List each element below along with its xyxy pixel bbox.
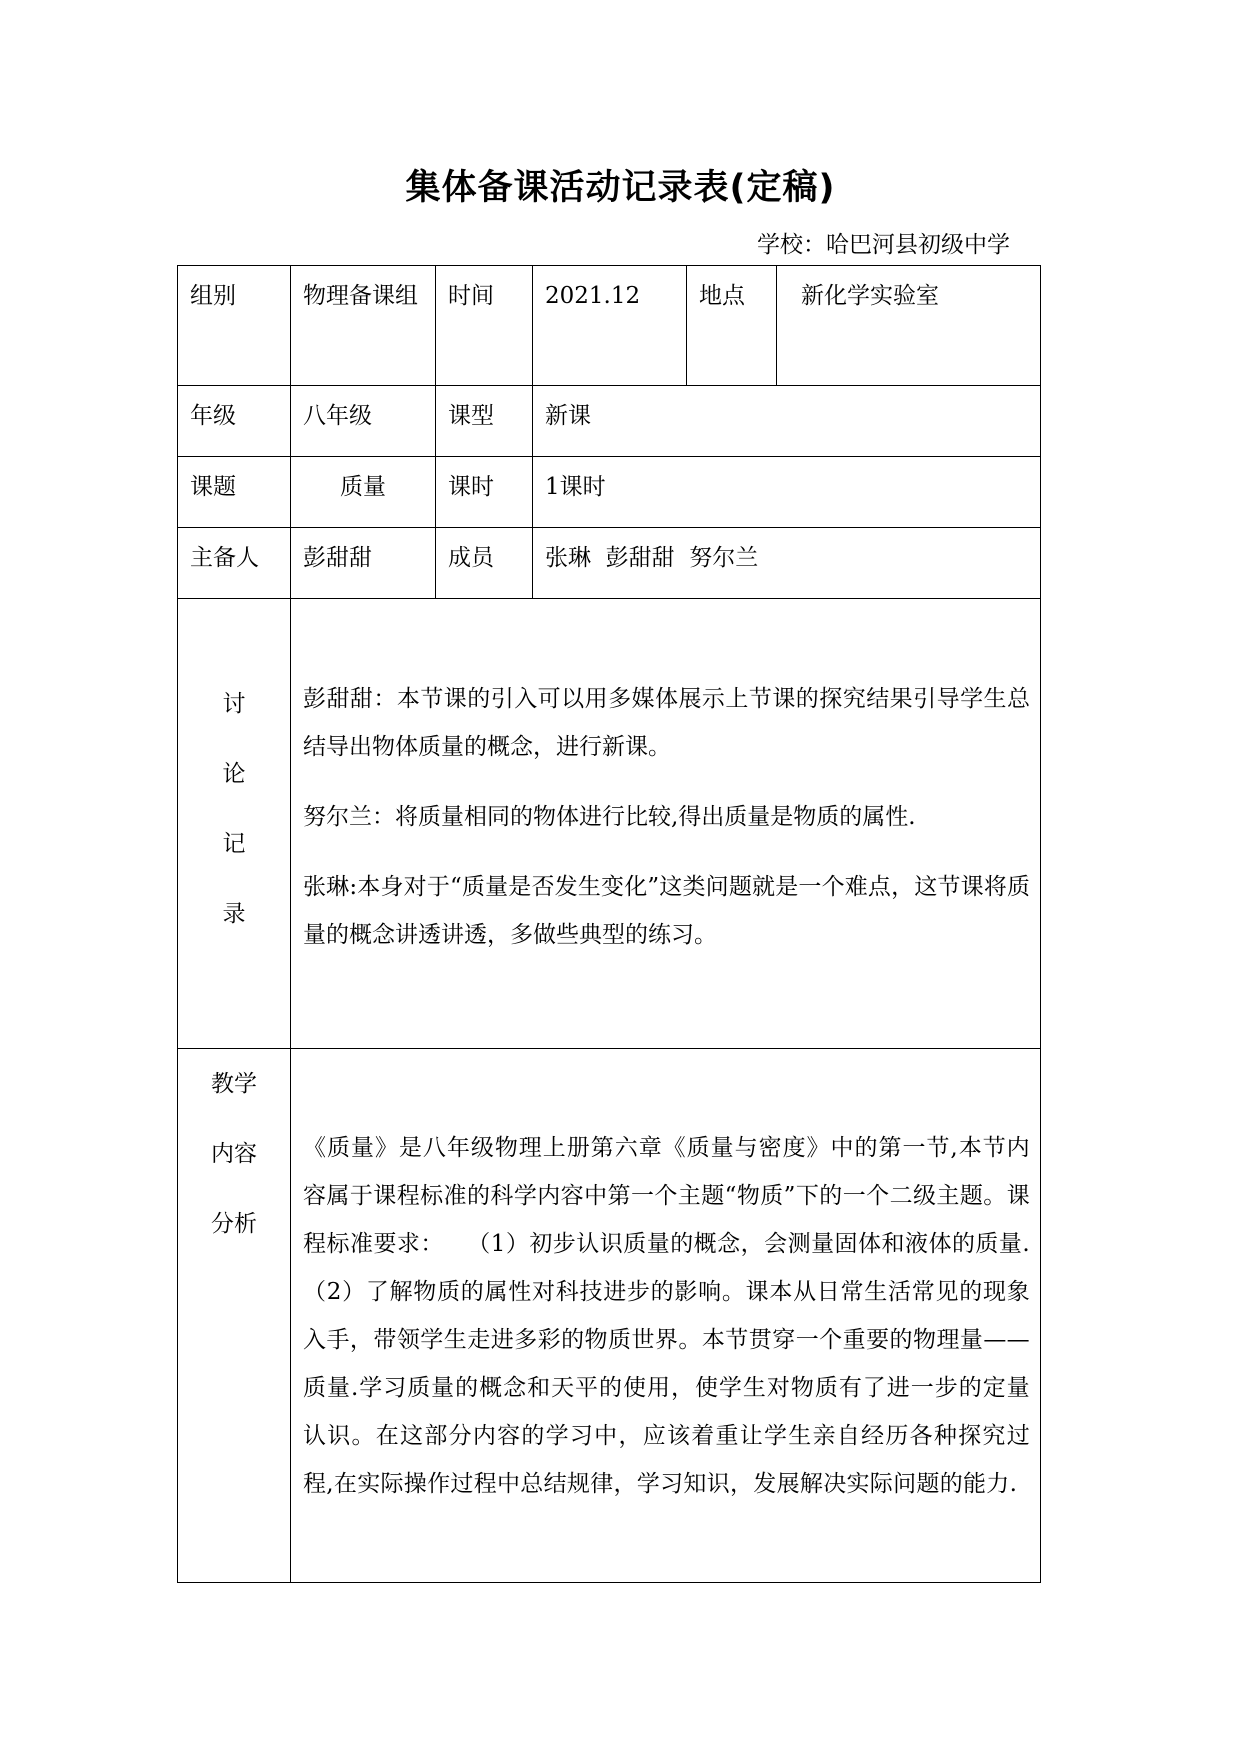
analysis-label-line: 分析	[211, 1211, 257, 1237]
table-row	[178, 1049, 1041, 1583]
time-label: 时间	[436, 266, 533, 386]
members-label: 成员	[436, 528, 533, 599]
lead-value: 彭甜甜	[291, 528, 436, 599]
table-row	[178, 528, 1041, 599]
group-label: 组别	[178, 266, 291, 386]
analysis-text: 《质量》是八年级物理上册第六章《质量与密度》中的第一节,本节内容属于课程标准的科学内容中第一个主题“物质”下的一个二级主题。课程标准要求： （1）初步认识质量的概念，会测量固体和液体的质量. （2）了解物质的属性对科技进步的影响。课本从日常生活常见的现象入手，带领学生走进多彩的物质世界。本节贯穿一个重要的物理量——质量.学习质量的概念和天平的使用，使学生对物质有了进一步的定量认识。在这部分内容的学习中，应该着重让学生亲自经历各种探究过程,在实际操作过程中总结规律，学习知识，发展解决实际问题的能力.	[303, 1135, 1061, 1497]
time-value: 2021.12	[533, 266, 687, 386]
analysis-label-line: 内容	[211, 1141, 257, 1167]
document-title: 集体备课活动记录表(定稿)	[405, 168, 836, 208]
discussion-label-char: 论	[222, 761, 246, 787]
topic-label: 课题	[178, 457, 291, 528]
discussion-paragraph: 张琳:本身对于“质量是否发生变化”这类问题就是一个难点，这节课将质量的概念讲透讲透，多做些典型的练习。	[303, 874, 1030, 948]
analysis-label-line: 教学	[211, 1071, 257, 1097]
discussion-label	[178, 599, 291, 1049]
grade-value: 八年级	[291, 386, 436, 457]
analysis-label	[178, 1049, 291, 1583]
discussion-record	[291, 599, 1041, 1049]
discussion-paragraph: 彭甜甜：本节课的引入可以用多媒体展示上节课的探究结果引导学生总结导出物体质量的概念，进行新课。	[303, 686, 1030, 760]
group-value: 物理备课组	[291, 266, 436, 386]
members-value: 张琳 彭甜甜 努尔兰	[533, 528, 1041, 599]
table-row	[178, 386, 1041, 457]
topic-value: 质量	[291, 457, 436, 528]
discussion-paragraph: 努尔兰：将质量相同的物体进行比较,得出质量是物质的属性.	[303, 804, 916, 830]
school-name: 学校：哈巴河县初级中学	[757, 232, 1010, 258]
hours-label: 课时	[436, 457, 533, 528]
record-table	[177, 265, 1061, 1583]
hours-value: 1课时	[533, 457, 1041, 528]
lesson-type-value: 新课	[533, 386, 1041, 457]
discussion-label-char: 记	[222, 831, 246, 857]
table-row	[178, 599, 1041, 1049]
lead-label: 主备人	[178, 528, 291, 599]
table-row	[178, 266, 1041, 386]
place-label: 地点	[687, 266, 777, 386]
place-value: 新化学实验室	[777, 266, 1041, 386]
lesson-type-label: 课型	[436, 386, 533, 457]
discussion-label-char: 录	[222, 901, 246, 927]
table-row	[178, 457, 1041, 528]
teaching-content-analysis	[291, 1049, 1061, 1583]
grade-label: 年级	[178, 386, 291, 457]
discussion-label-char: 讨	[222, 691, 246, 717]
